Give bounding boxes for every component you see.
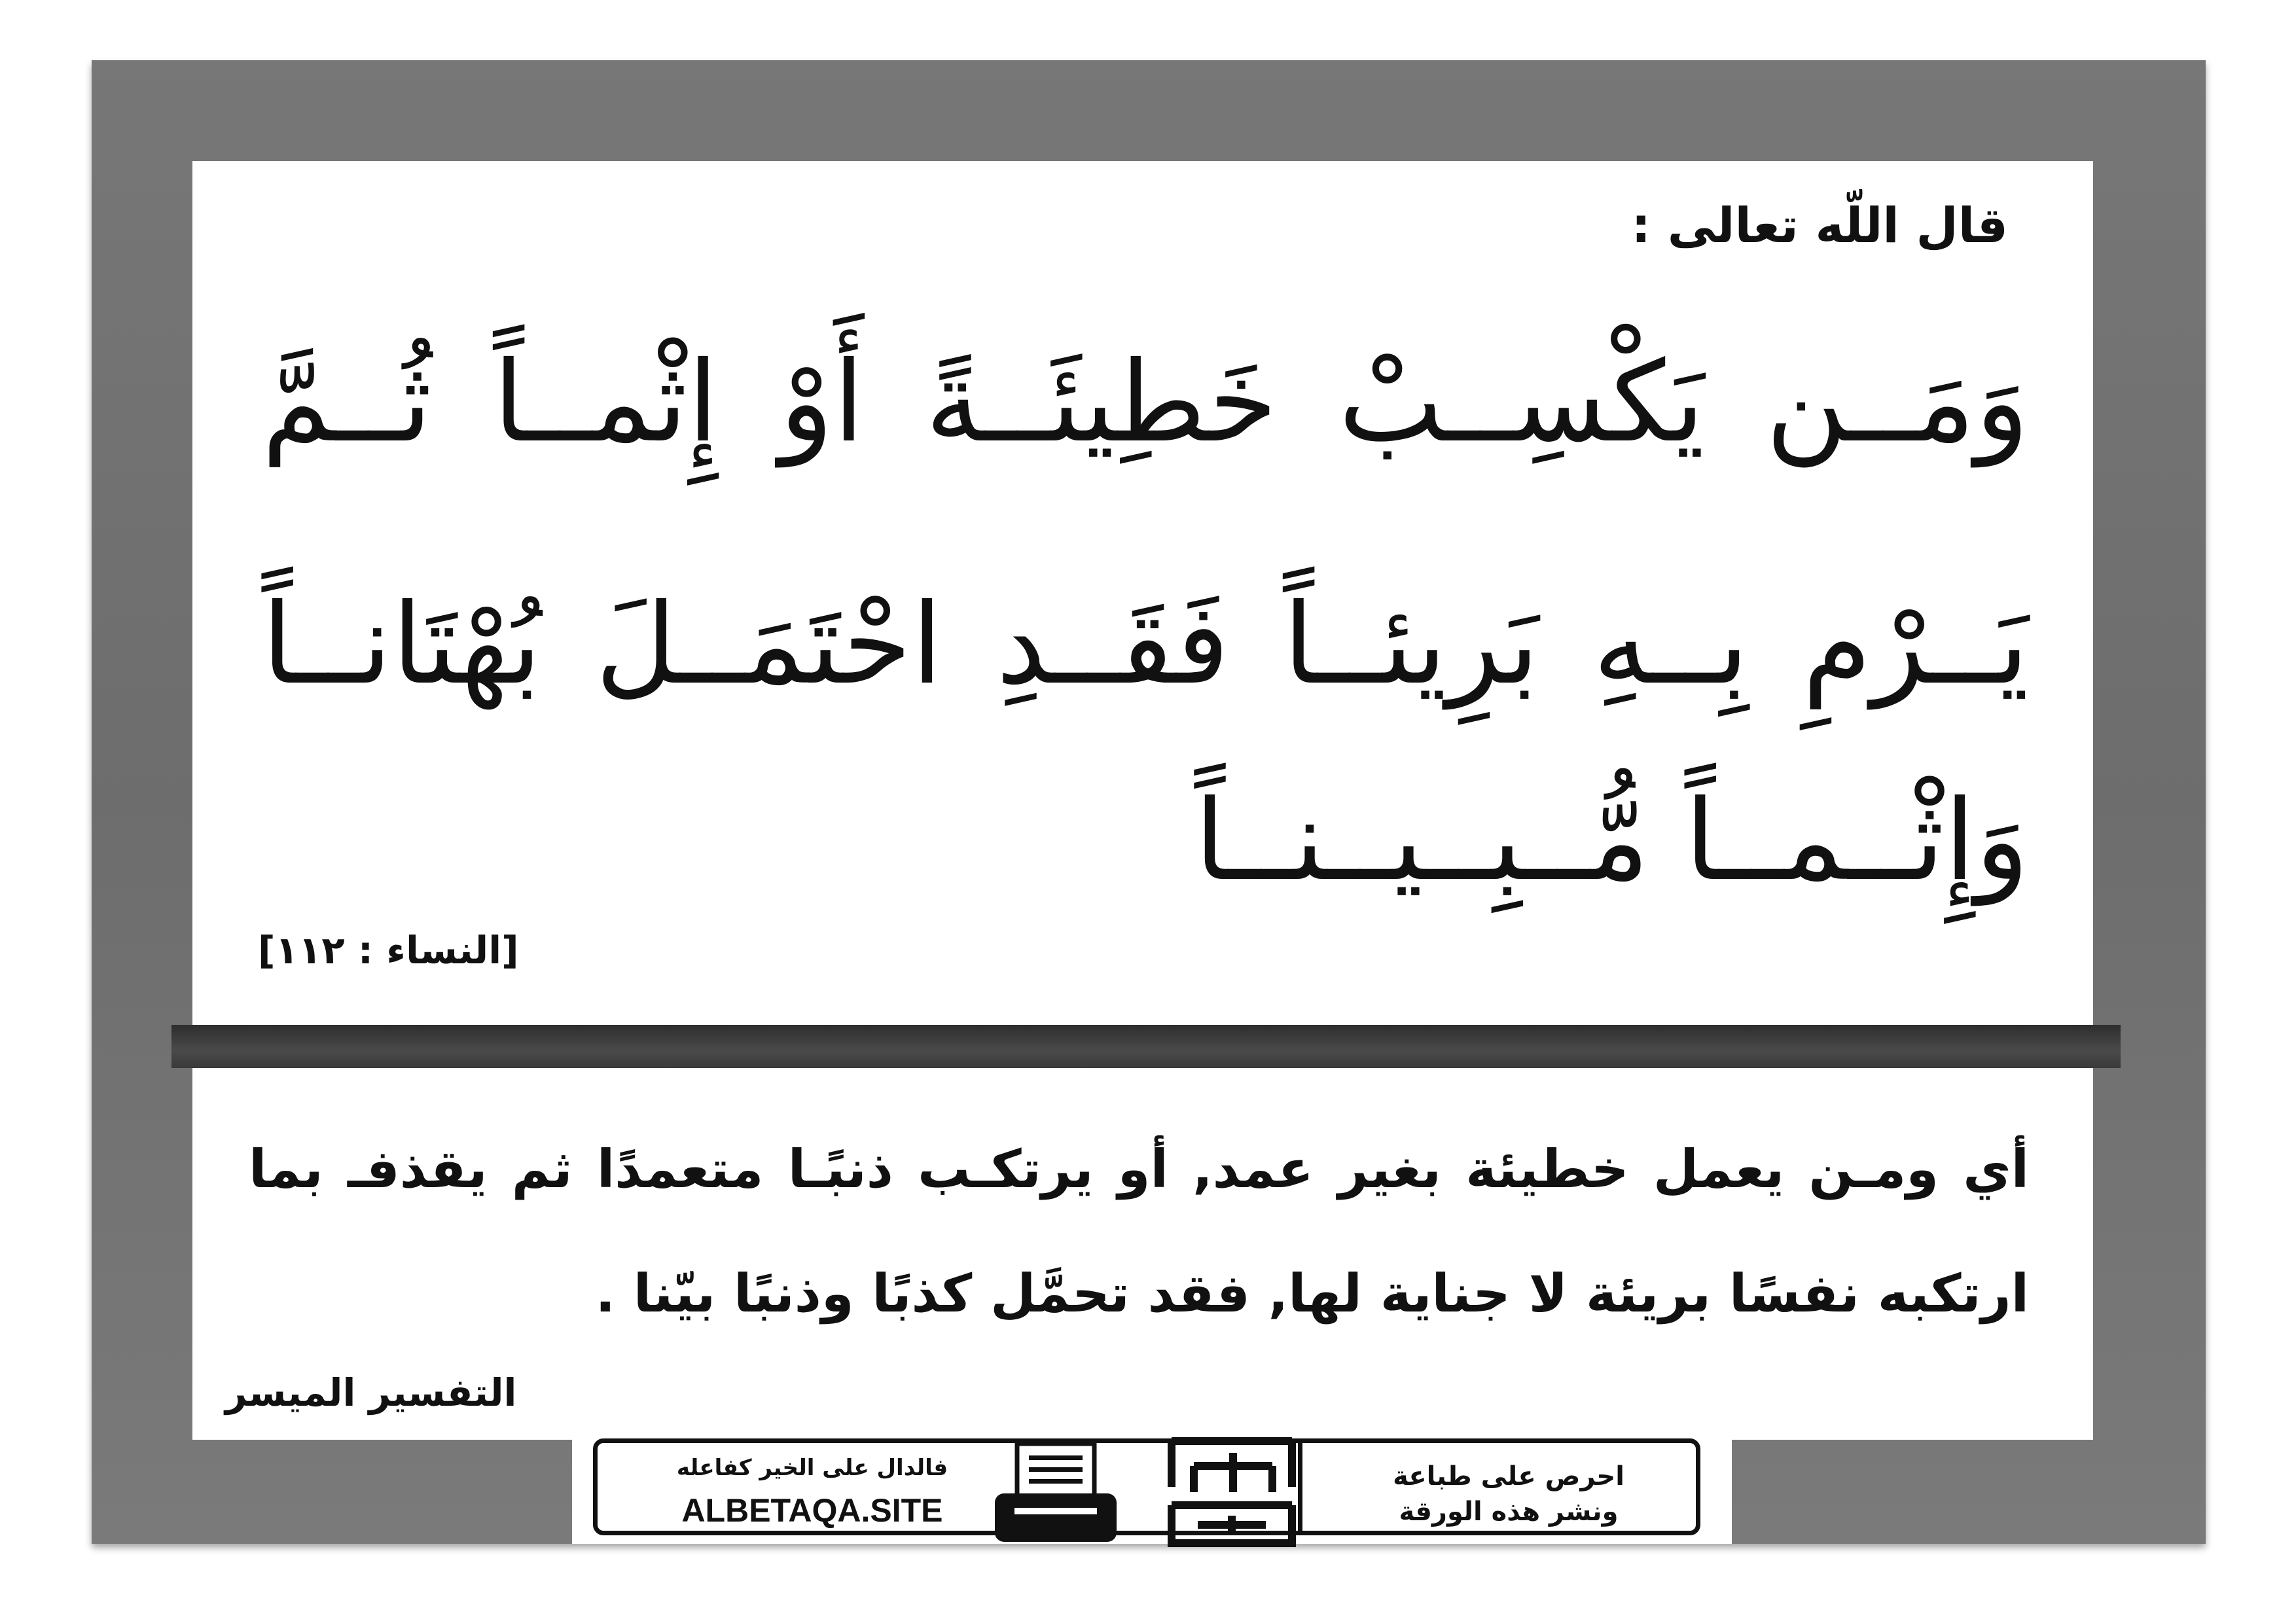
footer-print-line-1: احرص على طباعة	[1393, 1461, 1624, 1491]
tafsir-line-1: أي ومـن يعمل خطيئة بغير عمد, أو يرتكـب ذنبًـا متعمدًا ثم يقذفـ بما	[249, 1139, 2029, 1200]
ayah-line-2: يَــرْمِ بِــهِ بَرِيئــاً فَقَــدِ احْتَمَــلَ بُهْتَانــاً	[262, 580, 2029, 709]
footer-saying: فالدال على الخير كفاعله	[676, 1455, 948, 1481]
verse-reference: [النساء : ١١٢]	[258, 928, 519, 972]
tafsir-source: التفسير الميسر	[225, 1370, 517, 1415]
tafsir-line-2: ارتكبه نفسًا بريئة لا جناية لها, فقد تحمَّل كذبًا وذنبًا بيّنا .	[595, 1263, 2029, 1324]
logo-mark	[1161, 1427, 1305, 1554]
ayah-line-3: وَإِثْــمــاً مُّــبِــيــنــاً	[1194, 776, 2029, 906]
ayah-line-1: وَمَــن يَكْسِــبْ خَطِيئَــةً أَوْ إِثْمــاً ثُــمَّ	[262, 338, 2029, 467]
verse-intro: قال اللّه تعالى :	[1631, 198, 2008, 254]
printer-icon	[399, 1436, 1152, 1550]
footer-print-note	[1384, 1459, 1633, 1529]
footer-print-line-2: ونشر هذه الورقة	[1399, 1497, 1619, 1527]
footer-site: ALBETAQA.SITE	[681, 1492, 943, 1529]
panel-divider	[171, 1025, 2121, 1068]
